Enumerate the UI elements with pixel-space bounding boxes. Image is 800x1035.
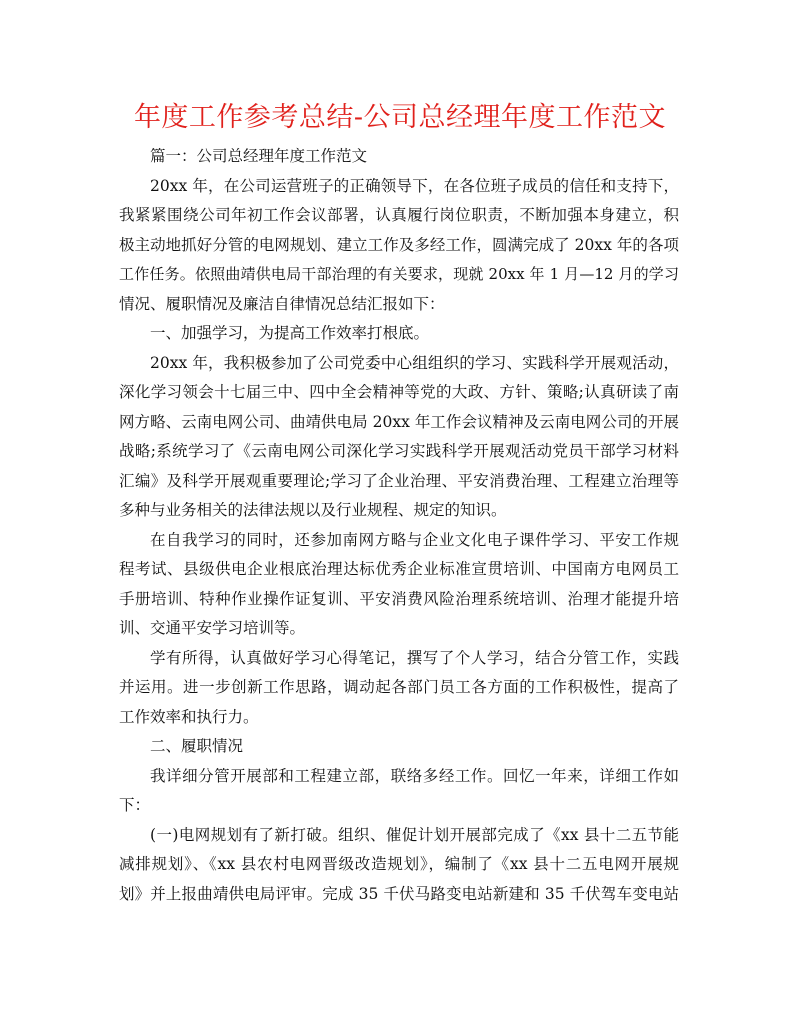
text-line: 篇一：公司总经理年度工作范文 xyxy=(150,147,368,165)
text-line: 战略;系统学习了《云南电网公司深化学习实践科学开展观活动党员干部学习材料 xyxy=(119,442,679,460)
text-line: 我紧紧围绕公司年初工作会议部署，认真履行岗位职责，不断加强本身建立，积 xyxy=(119,206,679,224)
text-line: 手册培训、特种作业操作证复训、平安消费风险治理系统培训、治理才能提升培 xyxy=(119,589,679,608)
text-line: 训、交通平安学习培训等。 xyxy=(119,619,306,637)
text-line: 深化学习领会十七届三中、四中全会精神等党的大政、方针、策略;认真研读了南 xyxy=(119,383,679,401)
text-line: 工作任务。依照曲靖供电局干部治理的有关要求，现就 20xx 年 1 月—12 月的学习 xyxy=(119,265,679,283)
document-title: 年度工作参考总结-公司总经理年度工作范文 xyxy=(133,102,667,133)
text-line: 一、加强学习，为提高工作效率打根底。 xyxy=(150,324,430,342)
document-body xyxy=(119,142,679,909)
text-line: 下： xyxy=(119,796,151,814)
text-line: 划》并上报曲靖供电局评审。完成 35 千伏马路变电站新建和 35 千伏驾车变电站 xyxy=(119,884,679,903)
text-line: 学有所得，认真做好学习心得笔记，撰写了个人学习，结合分管工作，实践 xyxy=(150,648,679,667)
text-line: 我详细分管开展部和工程建立部，联络多经工作。回忆一年来，详细工作如 xyxy=(150,766,679,785)
text-line: 情况、履职情况及廉洁自律情况总结汇报如下： xyxy=(119,294,445,313)
text-line: 极主动地抓好分管的电网规划、建立工作及多经工作，圆满完成了 20xx 年的各项 xyxy=(119,235,679,254)
text-line: 工作效率和执行力。 xyxy=(119,707,259,726)
text-line: 20xx 年，在公司运营班子的正确领导下，在各位班子成员的信任和支持下， xyxy=(150,176,679,195)
text-line: 网方略、云南电网公司、曲靖供电局 20xx 年工作会议精神及云南电网公司的开展 xyxy=(119,412,679,431)
text-line: 程考试、县级供电企业根底治理达标优秀企业标准宣贯培训、中国南方电网员工 xyxy=(119,560,679,578)
text-line: 二、履职情况 xyxy=(150,737,244,755)
text-line: (一)电网规划有了新打破。组织、催促计划开展部完成了《xx 县十二五节能 xyxy=(150,825,679,844)
text-line: 并运用。进一步创新工作思路，调动起各部门员工各方面的工作积极性，提高了 xyxy=(119,678,679,696)
text-line: 汇编》及科学开展观重要理论;学习了企业治理、平安消费治理、工程建立治理等 xyxy=(119,471,679,490)
text-line: 多种与业务相关的法律法规以及行业规程、规定的知识。 xyxy=(119,501,507,519)
text-line: 减排规划》、《xx 县农村电网晋级改造规划》，编制了《xx 县十二五电网开展规 xyxy=(119,855,679,873)
text-line: 在自我学习的同时，还参加南网方略与企业文化电子课件学习、平安工作规 xyxy=(150,530,679,549)
text-line: 20xx 年，我积极参加了公司党委中心组组织的学习、实践科学开展观活动， xyxy=(150,353,679,372)
